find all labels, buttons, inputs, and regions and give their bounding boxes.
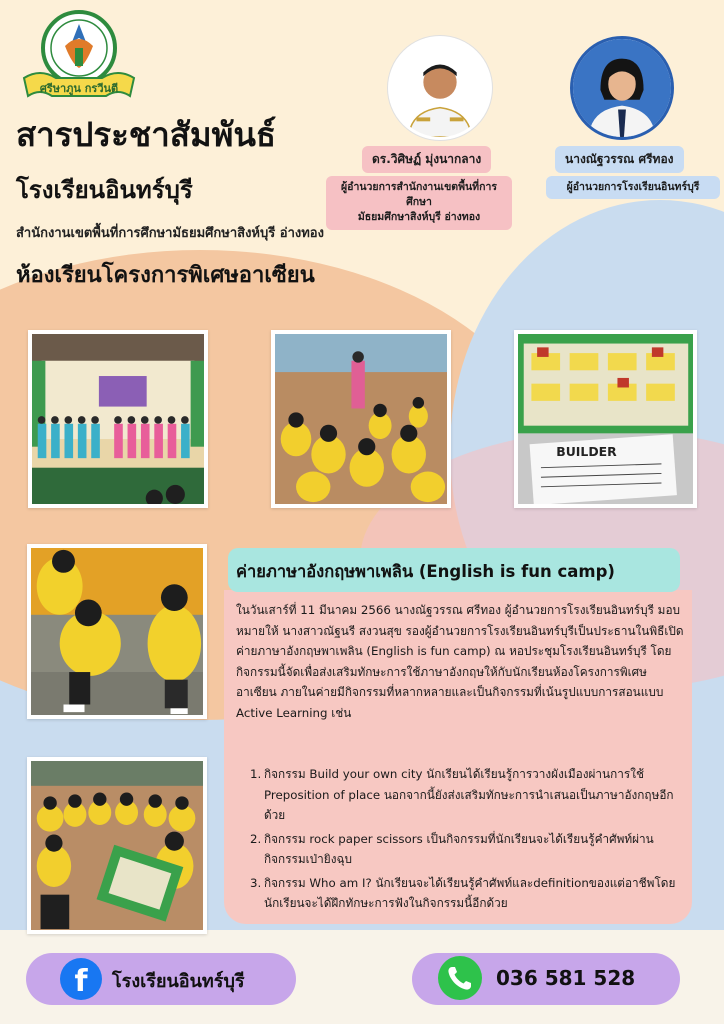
program-title: ห้องเรียนโครงการพิเศษอาเซียน [16, 263, 315, 288]
phone-number[interactable]: 036 581 528 [496, 966, 636, 990]
list-item [250, 873, 680, 914]
office-name: สำนักงานเขตพื้นที่การศึกษามัธยมศึกษาสิงห์บุรี อ่างทอง [16, 226, 324, 241]
school-logo [20, 8, 138, 104]
photo-city-map-board [514, 330, 697, 508]
photo-students-presentation [27, 757, 207, 934]
list-item-number: 1. [250, 767, 262, 781]
list-item-number: 2. [250, 831, 262, 846]
list-item-text: กิจกรรม Who am I? นักเรียนจะได้เรียนรู้คำศัพท์และdefinitionของแต่อาชีพโดยนักเรียนจะได้ฝึกทักษะการฟังในกิจกรรมนี้อีกด้วย [264, 875, 676, 910]
list-item [250, 829, 680, 870]
area-director-name: ดร.วิศิษฏ์ มุ่งนากลาง [362, 146, 491, 173]
camp-title: ค่ายภาษาอังกฤษพาเพลิน (English is fun camp) [228, 548, 680, 592]
portrait-area-director [388, 36, 492, 140]
photo-rock-paper-scissors [27, 544, 207, 719]
list-item-text: กิจกรรม rock paper scissors เป็นกิจกรรมที่นักเรียนจะได้เรียนรู้คำศัพท์ผ่านกิจกรรมเป่ายิงฉุบ [264, 831, 654, 866]
list-item-number: 3. [250, 875, 262, 890]
facebook-icon[interactable]: f [60, 958, 102, 1000]
area-director-role-line1: ผู้อำนวยการสำนักงานเขตพื้นที่การศึกษา [340, 181, 497, 209]
school-director-name: นางณัฐวรรณ ศรีทอง [555, 146, 684, 173]
list-item [250, 764, 680, 826]
school-name: โรงเรียนอินทร์บุรี [16, 176, 193, 204]
camp-description: ในวันเสาร์ที่ 11 มีนาคม 2566 นางณัฐวรรณ ศรีทอง ผู้อำนวยการโรงเรียนอินทร์บุรี มอบหมายให้ นางสาวณัฐนรี สงวนสุข รองผู้อำนวยการโรงเรียนอินทร์บุรีเป็นประธานในพิธีเปิด ค่ายภาษาอังกฤษพาเพลิน (English is fun camp) ณ หอประชุมโรงเรียนอินทร์บุรี โดยกิจกรรมนี้จัดเพื่อส่งเสริมทักษะการใช้ภาษาอังกฤษให้กับนักเรียนห้องโครงการพิเศษอาเซียน ภายในค่ายมีกิจกรรมที่หลากหลายและเป็นกิจกรรมที่เน้นรูปแบบการสอนแบบ Active Learning เช่น [236, 603, 684, 720]
logo-motto: ศรีษาภูน กรวีนตี [39, 82, 119, 95]
phone-icon[interactable] [438, 956, 482, 1000]
newsletter-title: สารประชาสัมพันธ์ [16, 115, 277, 154]
area-director-role [326, 176, 512, 230]
photo-group-activity [271, 330, 451, 508]
portrait-school-director [570, 36, 674, 140]
list-item-text: กิจกรรม Build your own city นักเรียนได้เรียนรู้การวางผังเมืองผ่านการใช้ Preposition of place นอกจากนี้ยังส่งเสริมทักษะการนำเสนอเป็นภาษาอังกฤษอีกด้วย [264, 767, 674, 822]
photo-opening-ceremony [28, 330, 208, 508]
camp-activity-list [250, 764, 680, 917]
area-director-role-line2: มัธยมศึกษาสิงห์บุรี อ่างทอง [357, 211, 481, 224]
builder-sheet-title: BUILDER [556, 444, 617, 460]
school-director-role: ผู้อำนวยการโรงเรียนอินทร์บุรี [546, 176, 720, 199]
facebook-page-name[interactable]: โรงเรียนอินทร์บุรี [112, 971, 245, 992]
